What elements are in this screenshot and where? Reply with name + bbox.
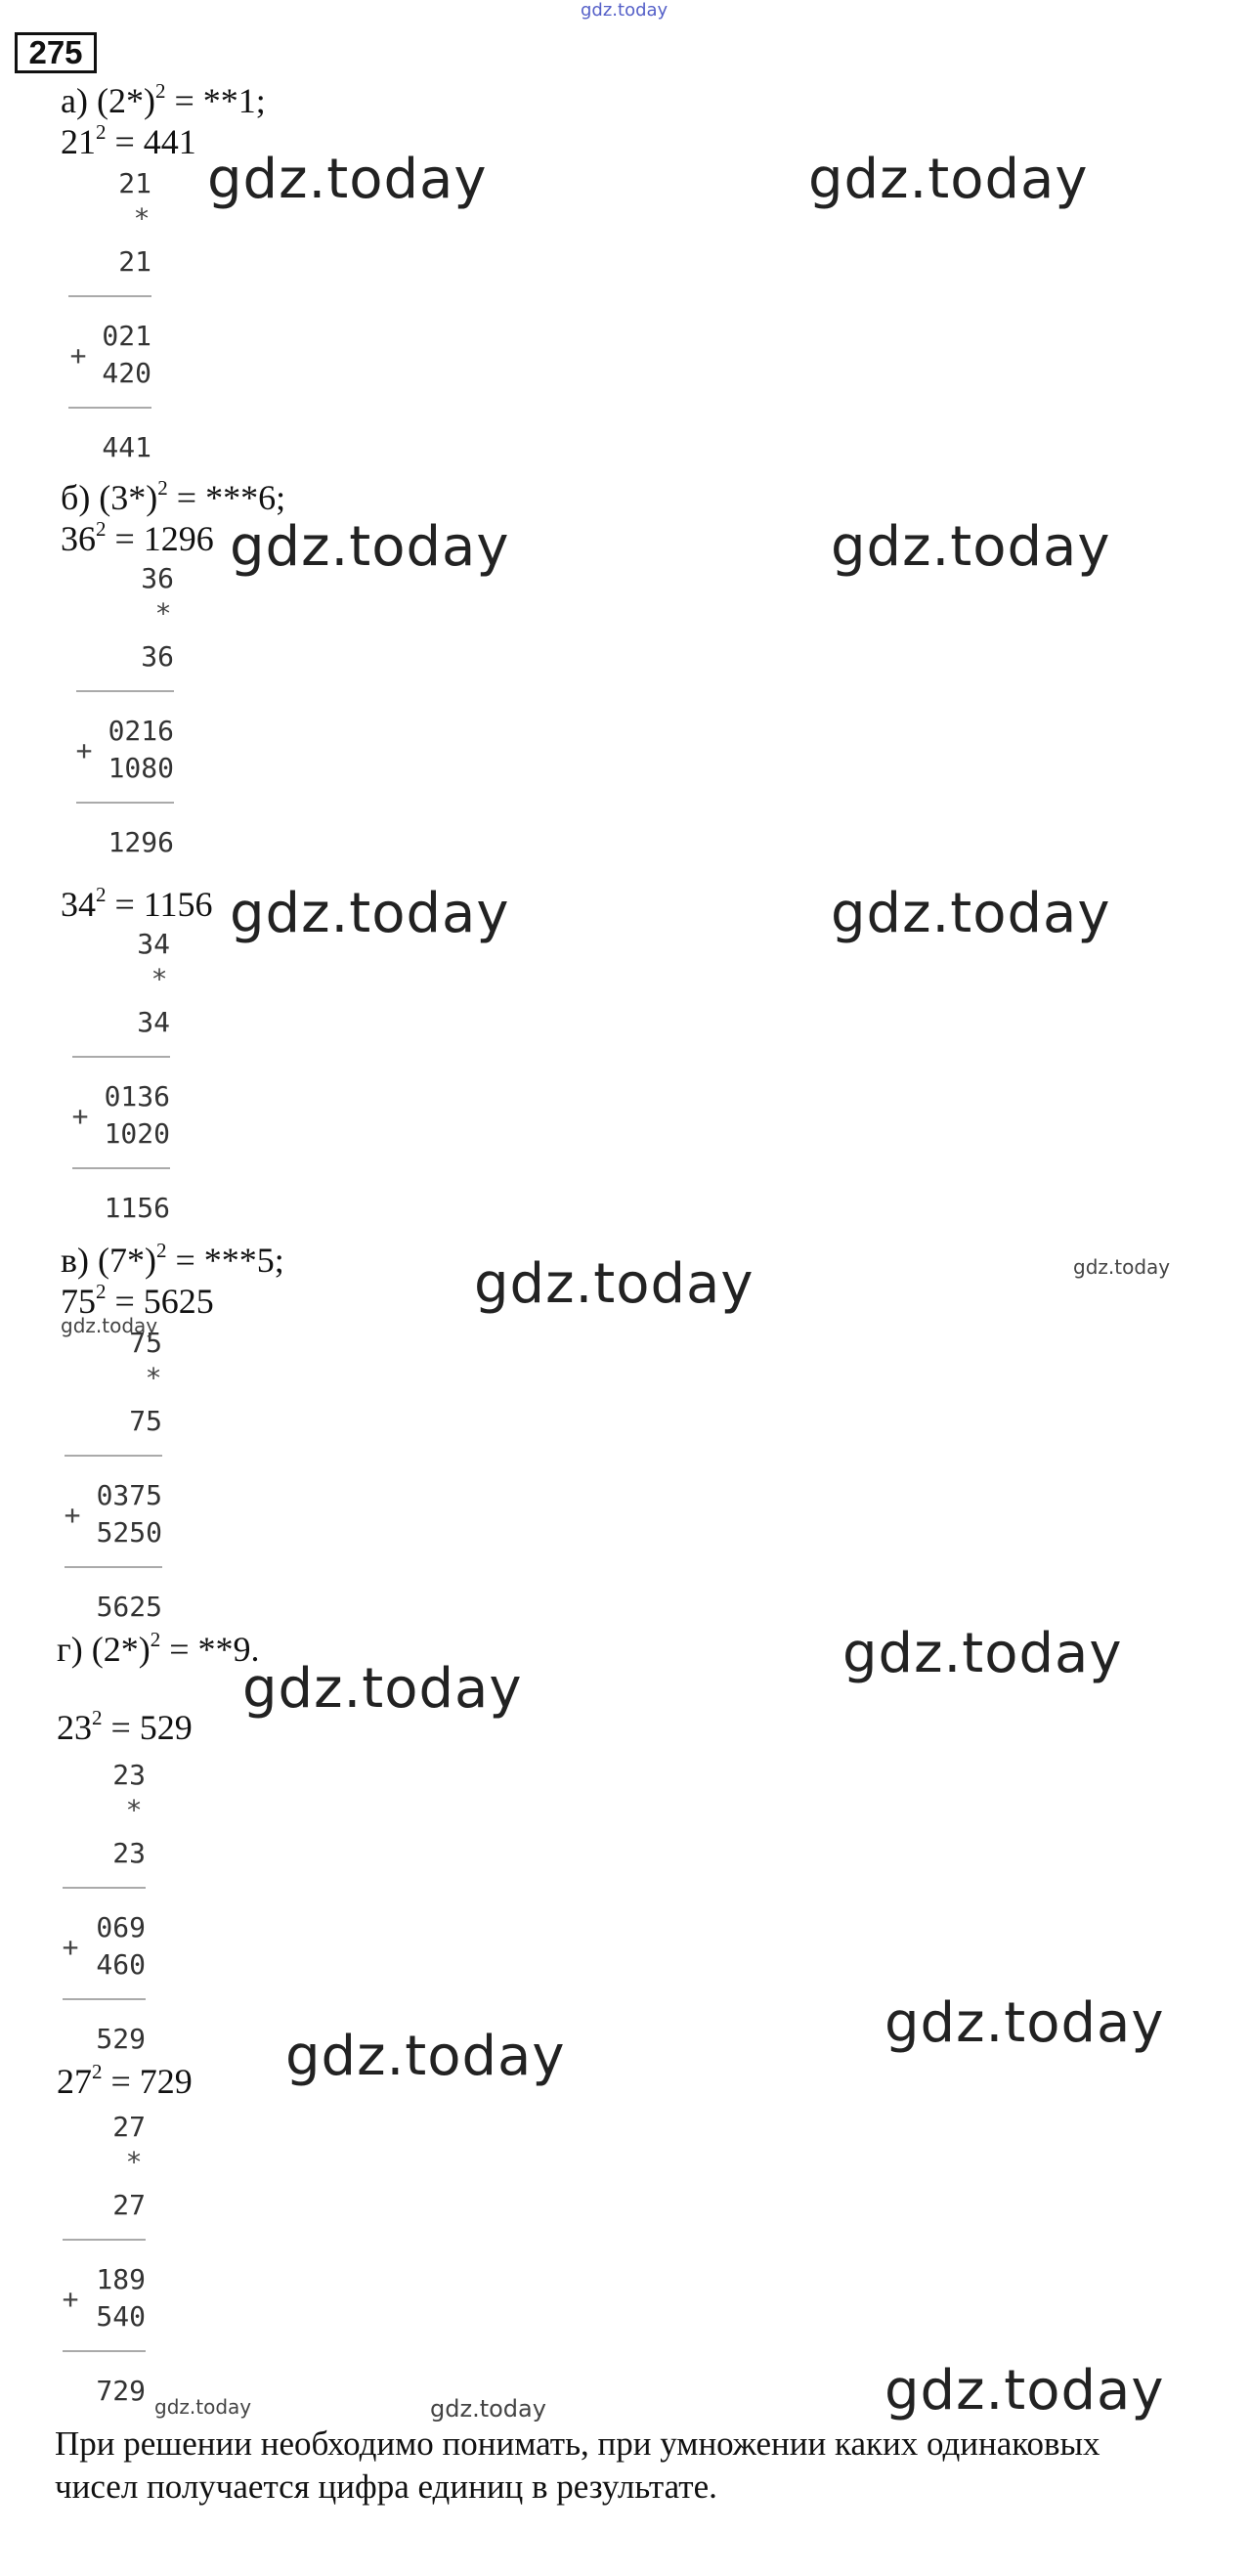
partial-product-2: 460 [96,1948,146,1981]
partial-product-1: 0375 [96,1479,162,1511]
result-27: $27^2 = 729$ [57,2060,193,2101]
watermark: gdz.today [831,882,1111,945]
watermark: gdz.today [842,1622,1123,1685]
plus-sign: + [62,2283,79,2315]
watermark: gdz.today [207,148,488,211]
multiply-sign: * [133,202,151,235]
watermark-small: gdz.today [430,2395,546,2423]
rule [72,1056,170,1058]
partial-product-1: 189 [96,2263,146,2295]
watermark-small: gdz.today [154,2395,252,2419]
rule [68,295,151,297]
partial-product-1: 069 [96,1911,146,1943]
multiplicand: 21 [118,167,151,199]
watermark: gdz.today [474,1252,755,1316]
product-total: 5625 [96,1591,162,1623]
rule [72,1167,170,1169]
multiply-sign: * [125,1794,143,1826]
multiplicand: 36 [141,562,174,594]
multiply-sign: * [125,2146,143,2178]
product-total: 441 [102,431,151,463]
multiplier: 21 [118,245,151,278]
task-number: 275 [15,32,97,73]
result-34: $34^2 = 1156$ [61,883,213,924]
multiplier: 75 [129,1405,162,1437]
rule [63,2350,146,2352]
condition-g: г) $(2*)^2 = **9$. [57,1628,260,1669]
watermark-small: gdz.today [61,1314,158,1337]
watermark: gdz.today [831,515,1111,579]
multiplier: 34 [137,1006,170,1038]
rule [76,802,174,804]
result-36: $36^2 = 1296$ [61,517,214,558]
plus-sign: + [75,734,93,766]
watermark: gdz.today [230,515,510,579]
partial-product-2: 1020 [104,1117,170,1150]
partial-product-2: 1080 [108,752,174,784]
multiply-sign: * [145,1362,162,1394]
plus-sign: + [62,1931,79,1963]
result-75: $75^2 = 5625$ [61,1280,214,1321]
condition-b: б) $(3*)^2 = ***6$; [61,476,286,517]
multiplicand: 75 [129,1327,162,1359]
note-line-2: чисел получается цифра единиц в результате. [55,2467,717,2506]
rule [65,1455,162,1457]
partial-product-1: 0216 [108,715,174,747]
multiply-sign: * [154,597,172,630]
partial-product-1: 0136 [104,1080,170,1113]
watermark: gdz.today [808,148,1089,211]
product-total: 1156 [104,1192,170,1224]
multiplier: 23 [112,1837,146,1869]
watermark: gdz.today [230,882,510,945]
watermark-small: gdz.today [1073,1255,1171,1279]
partial-product-1: 021 [102,320,151,352]
multiplicand: 27 [112,2111,146,2143]
product-total: 529 [96,2023,146,2055]
watermark: gdz.today [884,1991,1165,2055]
top-watermark: gdz.today [581,0,669,21]
watermark: gdz.today [285,2025,566,2088]
partial-product-2: 420 [102,357,151,389]
result-21: $21^2 = 441$ [61,120,196,161]
multiplier: 36 [141,640,174,673]
condition-v: в) $(7*)^2 = ***5$; [61,1239,284,1280]
product-total: 1296 [108,826,174,858]
rule [65,1566,162,1568]
multiplicand: 23 [112,1759,146,1791]
plus-sign: + [69,339,87,371]
product-total: 729 [96,2375,146,2407]
rule [63,1998,146,2000]
partial-product-2: 540 [96,2300,146,2333]
result-23: $23^2 = 529$ [57,1706,193,1747]
multiplicand: 34 [137,928,170,960]
plus-sign: + [71,1100,89,1132]
plus-sign: + [64,1499,81,1531]
rule [76,690,174,692]
watermark: gdz.today [884,2359,1165,2423]
rule [63,1887,146,1889]
rule [63,2239,146,2241]
note-line-1: При решении необходимо понимать, при умножении каких одинаковых [55,2424,1100,2463]
multiply-sign: * [151,963,168,995]
multiplier: 27 [112,2189,146,2221]
condition-a: а) $(2*)^2 = **1$; [61,79,266,120]
watermark: gdz.today [242,1657,523,1721]
rule [68,407,151,409]
partial-product-2: 5250 [96,1516,162,1549]
